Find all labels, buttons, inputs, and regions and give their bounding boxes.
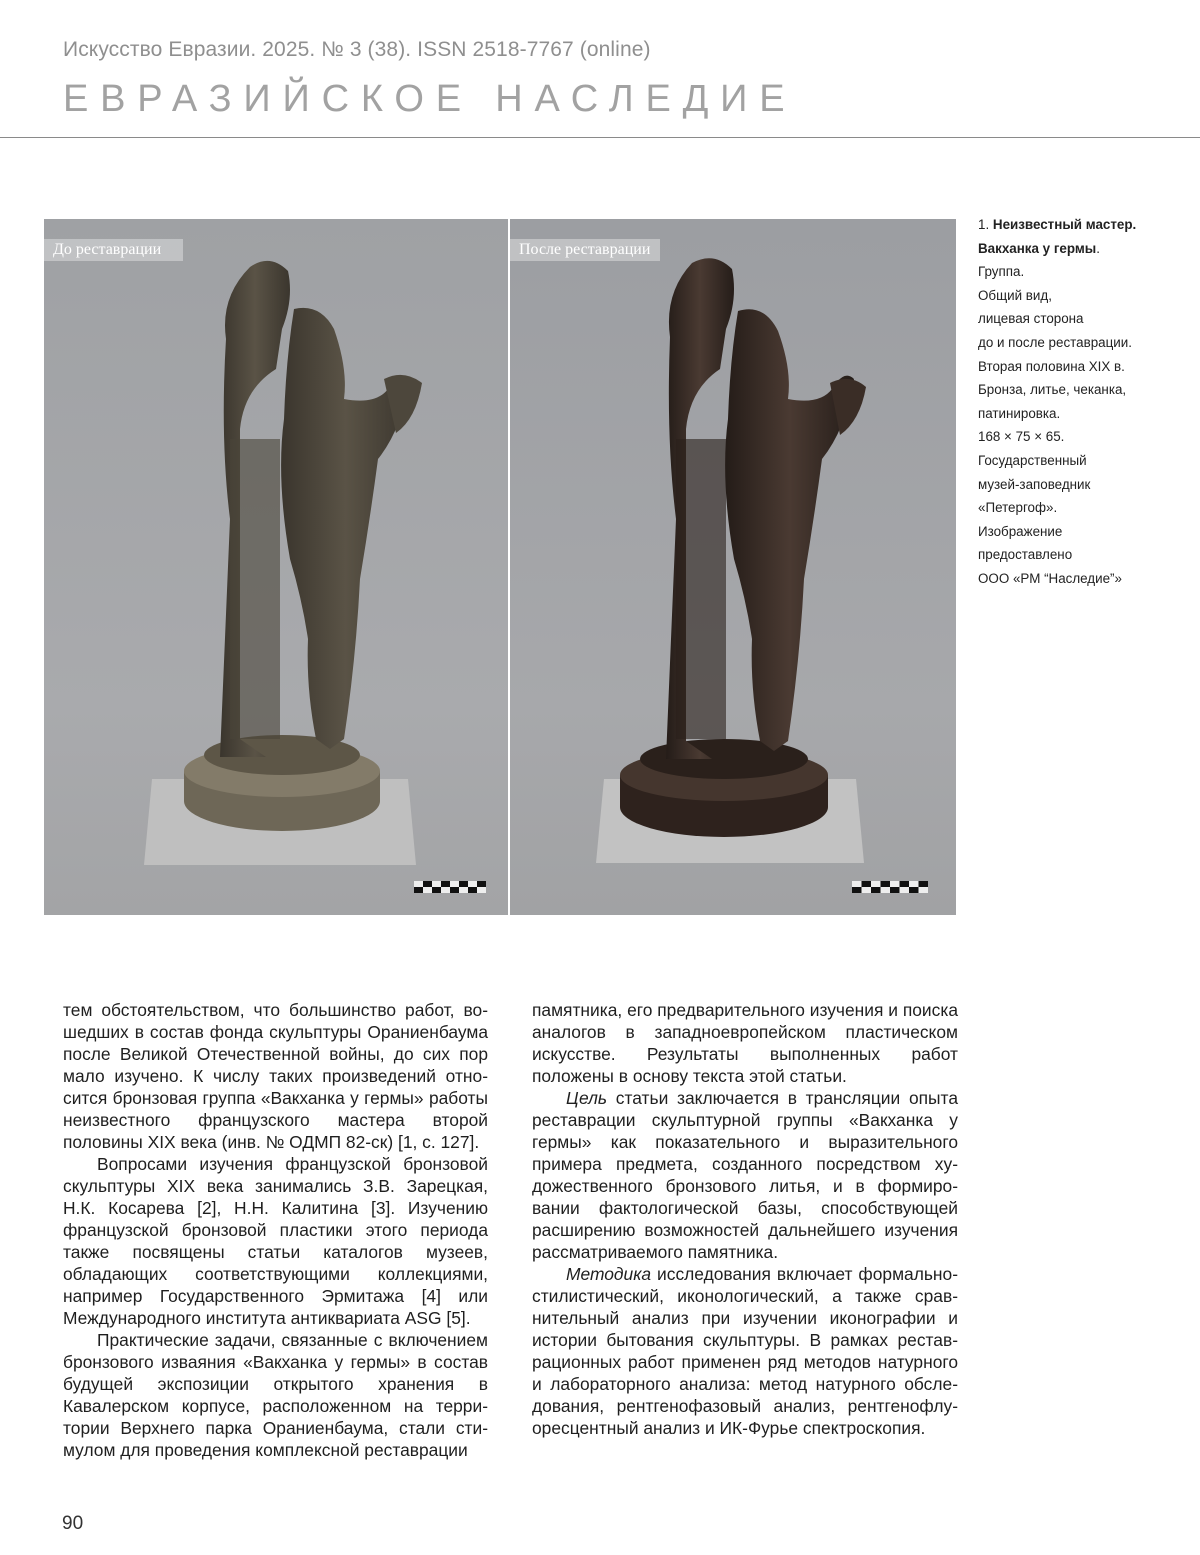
section-title: ЕВРАЗИЙСКОЕ НАСЛЕДИЕ [63, 78, 797, 120]
caption-title-punct: . [1096, 240, 1100, 256]
caption-line: Изображение [978, 523, 1063, 539]
caption-line: «Петергоф». [978, 500, 1058, 516]
paragraph [532, 1263, 958, 1439]
term-goal: Цель [566, 1088, 608, 1108]
photo-after-restoration [510, 219, 956, 915]
paragraph: тем обстоятельством, что большинство работ, вошедших в состав фонда скульптуры Ораниенбаума после Великой Отечественной войны, до сих пор мало изучено. К числу таких произведений относится бронзовая группа «Вакханка у гермы» работы неизвестного французского мастера второй половины XIX века (инв. № ОДМП 82-ск) [1, с. 127]. [63, 1000, 488, 1152]
caption-line: Государственный [978, 452, 1087, 468]
scale-bar [852, 881, 928, 893]
caption-line: Общий вид, [978, 287, 1052, 303]
body-column-left [63, 999, 488, 1461]
caption-number: 1. [978, 217, 990, 232]
caption-title: Вакханка у гермы [978, 240, 1097, 256]
sculpture-before-image [44, 219, 508, 915]
caption-line: Группа. [978, 264, 1025, 280]
photo-before-restoration [44, 219, 508, 915]
paragraph: памятника, его предварительного изучения и поиска аналогов в западноевропейском пластическом искусстве. Результаты выполненных работ положены в основу текста этой статьи. [532, 1000, 958, 1086]
caption-line: Бронза, литье, чеканка, [978, 382, 1127, 398]
paragraph-text: исследования включает формально-стилистический, иконологический, а также сравнительный анализ при изучении иконографии и истории бытования скульптуры. В рамках реставрационных работ применен ряд методов натурного и лабораторного анализа: метод натурного обследования, рентгенофазовый анализ, рентгенофлуоресцентный анализ и ИК-Фурье спектроскопия. [532, 1264, 958, 1438]
caption-line: ООО «РМ “Наследие”» [978, 570, 1122, 586]
caption-line: 168 × 75 × 65. [978, 429, 1065, 445]
paragraph: Вопросами изучения французской бронзовой скульптуры XIX века занимались З.В. Зарецкая, Н.К. Косарева [2], Н.Н. Калитина [3]. Изучению французской бронзовой пластики этого периода также посвящены статьи каталогов музеев, обладающих соответствующими коллекциями, например Государственного Эрмитажа [4] или Международного института антиквариата ASG [5]. [63, 1154, 488, 1328]
header-divider [0, 137, 1200, 138]
paragraph [532, 1087, 958, 1263]
caption-line: музей-заповедник [978, 476, 1091, 492]
caption-line: патинировка. [978, 405, 1061, 421]
paragraph-text: статьи заключается в трансляции опыта реставрации скульптурной группы «Вакханка у гермы» как показательного и выразительного примера предмета, созданного посредством художественного бронзового литья, и в формировании фактологической базы, способствующей расширению возможностей дальнейшего изучения рассматриваемого памятника. [532, 1088, 958, 1262]
journal-header: Искусство Евразии. 2025. № 3 (38). ISSN 2518-7767 (online) [63, 38, 651, 61]
paragraph: Практические задачи, связанные с включением бронзового изваяния «Вакханка у гермы» в состав будущей экспозиции открытого хранения в Кавалерском корпусе, расположенном на территории Верхнего парка Ораниенбаума, стали стимулом для проведения комплексной реставрации [63, 1330, 488, 1460]
caption-line: предоставлено [978, 547, 1073, 563]
after-restoration-label: После реставрации [510, 239, 660, 261]
body-column-right [532, 999, 958, 1439]
sculpture-after-image [510, 219, 956, 915]
figure-caption [978, 213, 1178, 591]
before-restoration-label: До реставрации [44, 239, 183, 261]
scale-bar [414, 881, 486, 893]
caption-author: Неизвестный мастер. [992, 217, 1137, 232]
page-number: 90 [62, 1513, 84, 1534]
caption-line: лицевая сторона [978, 311, 1084, 327]
caption-line: Вторая половина XIX в. [978, 358, 1125, 374]
term-method: Методика [566, 1264, 652, 1284]
caption-line: до и после реставрации. [978, 334, 1132, 350]
